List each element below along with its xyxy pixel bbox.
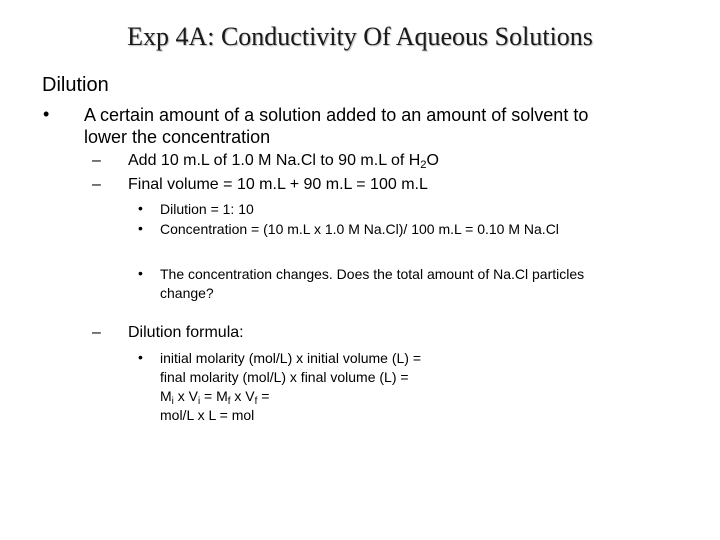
subscript-2: 2 xyxy=(420,159,427,171)
step-add-end: O xyxy=(426,152,439,169)
bullet-marker: • xyxy=(138,200,143,216)
step-final-volume: Final volume = 10 m.L + 90 m.L = 100 m.L xyxy=(128,176,428,193)
formula-line-3: $M_i$ x $V_i = M_f$ x $V_f$ = xyxy=(160,388,270,407)
bullet-marker: • xyxy=(138,349,143,365)
formula-line-4: mol/L x L = mol xyxy=(160,407,255,423)
concentration-calc: Concentration = (10 m.L x 1.0 M Na.Cl)/ 100 m.L = 0.10 M Na.Cl xyxy=(160,221,559,237)
definition-line-1: A certain amount of a solution added to an amount of solvent to xyxy=(84,105,589,125)
step-add-text: Add 10 m.L of 1.0 M Na.Cl to 90 m.L of H xyxy=(128,152,421,169)
dilution-formula xyxy=(160,349,421,425)
question-line-2: change? xyxy=(160,285,214,301)
bullet-marker: • xyxy=(138,220,143,236)
formula-line-2: final molarity (mol/L) x final volume (L) = xyxy=(160,369,409,385)
formula-heading: Dilution formula: xyxy=(128,324,244,341)
bullet-marker: • xyxy=(43,104,50,124)
dash-marker: – xyxy=(92,176,101,193)
definition-text xyxy=(84,104,588,148)
bullet-marker: • xyxy=(138,265,143,281)
definition-line-2: lower the concentration xyxy=(84,127,271,147)
dash-marker: – xyxy=(92,324,101,341)
dash-marker: – xyxy=(92,152,101,169)
formula-line-1: initial molarity (mol/L) x initial volume (L) = xyxy=(160,350,422,366)
dilution-ratio: Dilution = 1: 10 xyxy=(160,201,254,217)
concentration-question xyxy=(160,265,584,303)
slide-title: Exp 4A: Conductivity Of Aqueous Solutions xyxy=(127,22,593,51)
step-add-solution xyxy=(128,152,439,170)
section-heading: Dilution xyxy=(42,74,109,96)
question-line-1: The concentration changes. Does the total amount of Na.Cl particles xyxy=(160,266,585,282)
